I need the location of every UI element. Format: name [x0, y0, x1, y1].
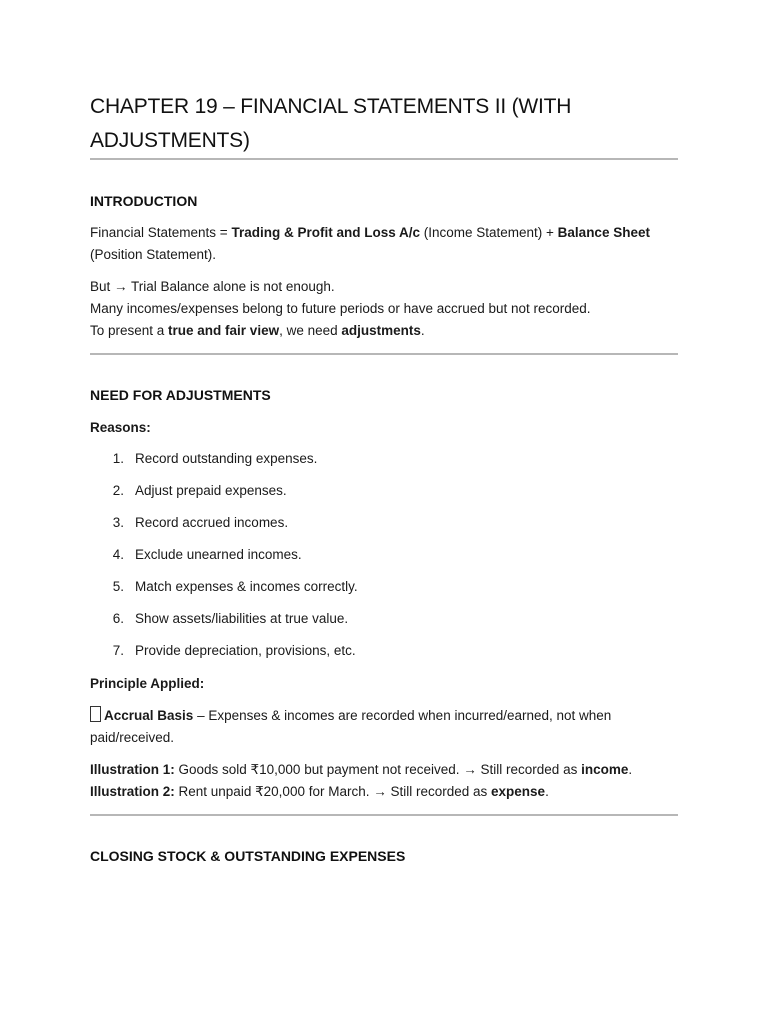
intro-paragraph — [90, 222, 678, 266]
reasons-label-text: Reasons: — [90, 420, 151, 435]
list-text: Show assets/liabilities at true value. — [135, 611, 349, 626]
intro-text: . — [420, 323, 425, 338]
list-item — [90, 577, 678, 609]
list-number: 6. — [112, 611, 124, 626]
missing-glyph-icon — [90, 706, 101, 722]
list-number: 3. — [112, 515, 124, 530]
document-content — [90, 90, 678, 866]
intro-line: But → Trial Balance alone is not enough. — [90, 279, 335, 294]
page-title: CHAPTER 19 – FINANCIAL STATEMENTS II (WITH ADJUSTMENTS) — [90, 95, 572, 152]
principle-label-text: Principle Applied: — [90, 676, 205, 691]
list-text: Record outstanding expenses. — [135, 451, 318, 466]
intro-bold-true-fair: true and fair view — [168, 323, 280, 338]
section-heading-need: NEED FOR ADJUSTMENTS — [90, 387, 271, 403]
intro-bold-balance-sheet: Balance Sheet — [557, 225, 650, 240]
illustration-1-bold: income — [581, 762, 629, 777]
intro-text: (Income Statement) + — [419, 225, 558, 240]
principle-label — [90, 673, 678, 695]
principle-text: – Expenses & incomes are recorded when incurred/earned, not when paid/received. — [90, 708, 612, 745]
illustration-2-label: Illustration 2: — [90, 784, 175, 799]
illustration-2-end: . — [545, 784, 549, 799]
intro-bold-adjustments: adjustments — [341, 323, 421, 338]
illustration-1-text: Goods sold ₹10,000 but payment not received. → Still recorded as — [174, 762, 582, 777]
reasons-label — [90, 417, 678, 439]
illustration-1-end: . — [628, 762, 633, 777]
principle-paragraph — [90, 705, 678, 749]
list-item — [90, 545, 678, 577]
intro-text: To present a — [90, 323, 169, 338]
illustrations — [90, 759, 678, 803]
section-heading-closing: CLOSING STOCK & OUTSTANDING EXPENSES — [90, 848, 406, 864]
list-item — [90, 609, 678, 641]
list-number: 2. — [112, 483, 124, 498]
list-text: Exclude unearned incomes. — [135, 547, 302, 562]
intro-text: , we need — [279, 323, 342, 338]
intro-bold-trading: Trading & Profit and Loss A/c — [231, 225, 420, 240]
list-number: 7. — [112, 643, 124, 658]
intro-text: Financial Statements = — [90, 225, 232, 240]
list-item — [90, 513, 678, 545]
intro-text: (Position Statement). — [90, 247, 217, 262]
reasons-list — [90, 449, 678, 673]
list-number: 4. — [112, 547, 124, 562]
list-number: 1. — [112, 451, 124, 466]
list-text: Adjust prepaid expenses. — [135, 483, 287, 498]
list-text: Provide depreciation, provisions, etc. — [135, 643, 356, 658]
principle-term: Accrual Basis — [104, 708, 194, 723]
list-item — [90, 641, 678, 673]
intro-line: Many incomes/expenses belong to future periods or have accrued but not recorded. — [90, 301, 591, 316]
illustration-1-label: Illustration 1: — [90, 762, 175, 777]
list-text: Match expenses & incomes correctly. — [135, 579, 358, 594]
section-heading-introduction: INTRODUCTION — [90, 193, 198, 209]
list-item — [90, 449, 678, 481]
list-text: Record accrued incomes. — [135, 515, 289, 530]
list-number: 5. — [112, 579, 124, 594]
illustration-2-bold: expense — [491, 784, 546, 799]
illustration-2-text: Rent unpaid ₹20,000 for March. → Still recorded as — [174, 784, 492, 799]
intro-paragraph-2 — [90, 276, 678, 342]
list-item — [90, 481, 678, 513]
